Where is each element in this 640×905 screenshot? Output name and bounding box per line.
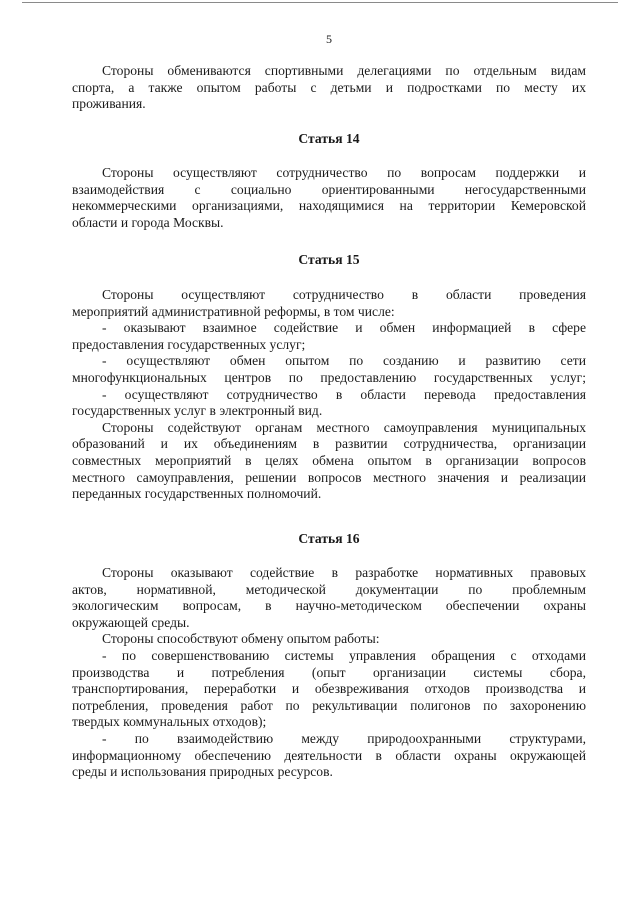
list-item-line: среды и использования природных ресурсов. [72, 764, 333, 780]
article-14-heading: Статья 14 [298, 131, 360, 146]
text-line: мероприятий административной реформы, в том числе: [72, 303, 395, 319]
list-item-line: транспортирования, переработки и обезвреживания отходов производства и [72, 681, 586, 697]
top-border-line [22, 2, 618, 3]
text-line: области и города Москвы. [72, 214, 224, 230]
article-16-heading: Статья 16 [298, 531, 360, 546]
text-line: некоммерческими организациями, находящимися на территории Кемеровской [72, 198, 586, 214]
list-item-line: потребления, проведения работ по рекультивации полигонов по захоронению [72, 697, 586, 713]
text-line: Стороны содействуют органам местного самоуправления муниципальных [102, 419, 586, 435]
article-16-body [72, 565, 586, 781]
text-line: Стороны осуществляют сотрудничество по вопросам поддержки и [102, 165, 586, 180]
text-line: взаимодействия с социально ориентированными негосударственными [72, 181, 586, 197]
page-number: 5 [326, 32, 332, 46]
list-item-line: - оказывают взаимное содействие и обмен информацией в сфере [102, 320, 586, 336]
list-item-line: - осуществляют обмен опытом по созданию и развитию сети [102, 353, 586, 369]
text-line: проживания. [72, 96, 146, 112]
text-line: актов, нормативной, методической документации по проблемным [72, 581, 586, 597]
text-line: переданных государственных полномочий. [72, 486, 322, 502]
text-line: совместных мероприятий в целях обмена опытом в организации вопросов [72, 452, 586, 468]
text-line: экологическим вопросам, в научно-методическом обеспечении охраны [72, 598, 586, 614]
list-item-line: многофункциональных центров по предоставлению государственных услуг; [72, 369, 586, 385]
list-item-line: информационному обеспечению деятельности в области охраны окружающей [72, 747, 586, 763]
list-item-line: - по совершенствованию системы управления обращения с отходами [102, 647, 586, 663]
article-15-heading: Статья 15 [298, 252, 360, 267]
list-item-line: государственных услуг в электронный вид. [72, 403, 323, 419]
text-line: Стороны оказывают содействие в разработке нормативных правовых [102, 565, 586, 580]
list-item-line: - осуществляют сотрудничество в области перевода предоставления [102, 386, 586, 402]
article-15-body [72, 287, 586, 503]
article-14-paragraph [72, 165, 586, 231]
list-item-line: производства и потребления (опыт организации системы сбора, [72, 664, 586, 680]
list-item-line: - по взаимодействию между природоохранными структурами, [102, 730, 586, 746]
text-line: образований и их объединениям в развитии сотрудничества, организации [72, 436, 586, 452]
intro-paragraph [72, 63, 586, 113]
list-item-line: твердых коммунальных отходов); [72, 714, 267, 730]
text-line: Стороны осуществляют сотрудничество в области проведения [102, 287, 586, 302]
list-item-line: предоставления государственных услуг; [72, 336, 306, 352]
text-line: окружающей среды. [72, 614, 190, 630]
text-line: спорта, а также опытом работы с детьми и подростками по месту их [72, 79, 586, 95]
text-line: Стороны обмениваются спортивными делегациями по отдельным видам [102, 63, 586, 78]
text-line: местного самоуправления, решении вопросов местного значения и реализации [72, 469, 586, 485]
text-line: Стороны способствуют обмену опытом работы: [102, 631, 380, 647]
